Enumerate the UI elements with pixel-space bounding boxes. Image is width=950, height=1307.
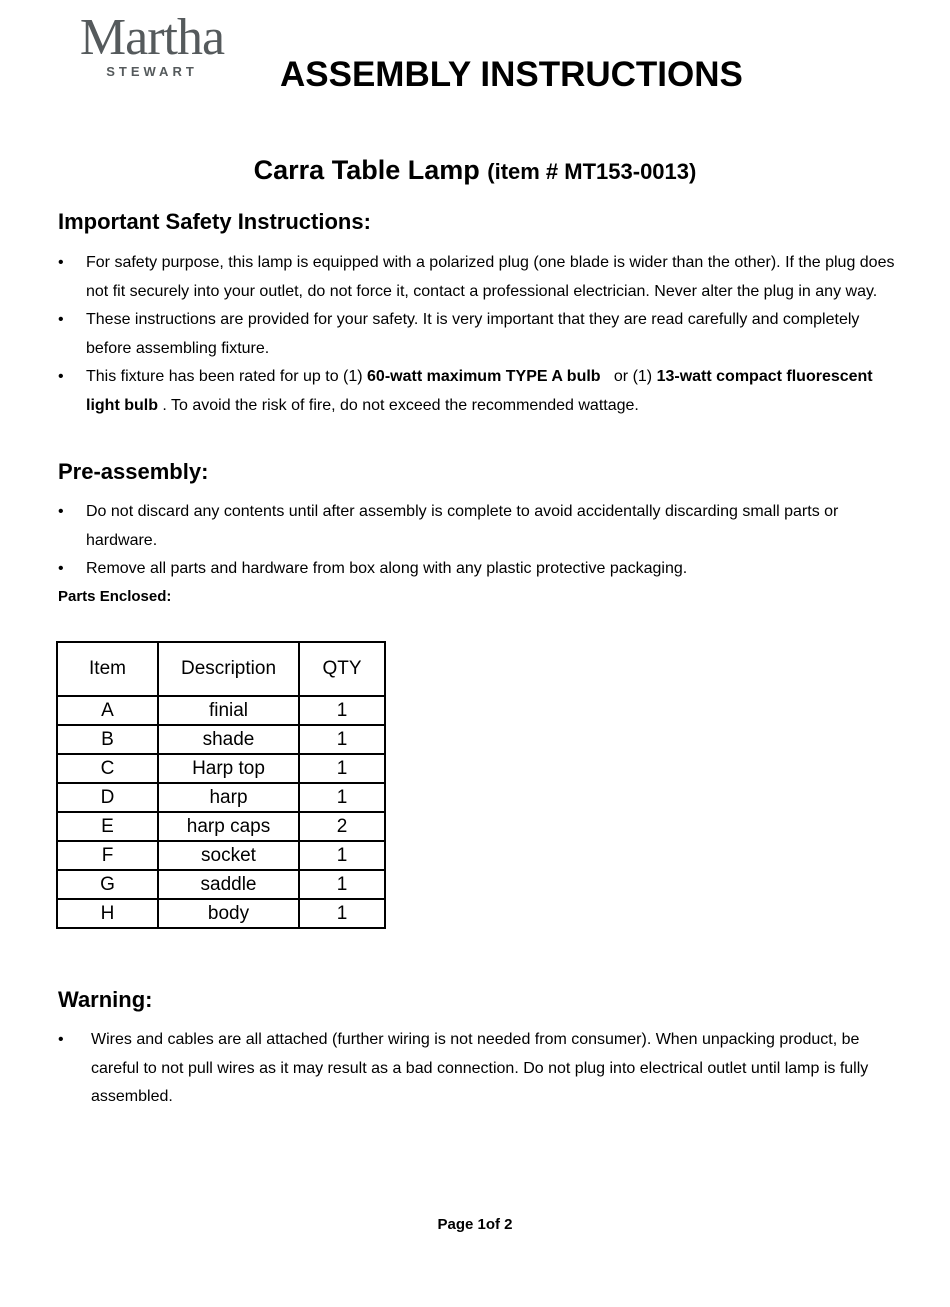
- cell-description: harp: [158, 783, 299, 812]
- bullet-icon: •: [58, 560, 64, 577]
- logo-wordmark: Martha: [79, 9, 225, 66]
- table-row: [57, 783, 385, 812]
- rating-text-mid: or (1): [600, 368, 657, 385]
- cell-qty: 1: [299, 725, 385, 754]
- product-name: Carra Table Lamp: [253, 155, 480, 185]
- table-row: [57, 696, 385, 725]
- list-item: [58, 363, 900, 420]
- cell-item: D: [57, 783, 158, 812]
- table-row: [57, 841, 385, 870]
- wattage-rating-text: [86, 368, 873, 414]
- cell-description: harp caps: [158, 812, 299, 841]
- preassembly-list: [58, 498, 900, 584]
- rating-text-pre: This fixture has been rated for up to (1): [86, 368, 368, 385]
- cell-item: G: [57, 870, 158, 899]
- bullet-icon: •: [58, 1031, 64, 1048]
- bullet-icon: •: [58, 503, 64, 520]
- list-item-text: Remove all parts and hardware from box along with any plastic protective packaging.: [86, 560, 688, 577]
- cell-item: A: [57, 696, 158, 725]
- safety-list: [58, 249, 900, 420]
- list-item: [58, 1026, 900, 1112]
- parts-table: [56, 641, 386, 929]
- cell-qty: 2: [299, 812, 385, 841]
- brand-logo: [62, 10, 242, 79]
- column-header-description: Description: [158, 642, 299, 696]
- warning-list: [58, 1026, 900, 1112]
- document-title: ASSEMBLY INSTRUCTIONS: [280, 55, 743, 94]
- list-item: [58, 249, 900, 306]
- table-row: [57, 870, 385, 899]
- cell-qty: 1: [299, 899, 385, 928]
- cell-item: C: [57, 754, 158, 783]
- product-title: [0, 155, 950, 186]
- preassembly-heading: Pre-assembly:: [58, 459, 209, 484]
- warning-heading: Warning:: [58, 987, 153, 1012]
- table-row: [57, 899, 385, 928]
- column-header-item: Item: [57, 642, 158, 696]
- cell-item: F: [57, 841, 158, 870]
- bullet-icon: •: [58, 254, 64, 271]
- cell-item: H: [57, 899, 158, 928]
- safety-heading: Important Safety Instructions:: [58, 209, 371, 234]
- table-header-row: [57, 642, 385, 696]
- column-header-qty: QTY: [299, 642, 385, 696]
- bullet-icon: •: [58, 368, 64, 385]
- cell-description: finial: [158, 696, 299, 725]
- cell-description: Harp top: [158, 754, 299, 783]
- table-row: [57, 754, 385, 783]
- list-item: [58, 555, 900, 584]
- list-item-text: For safety purpose, this lamp is equipped with a polarized plug (one blade is wider than the other). If the plug does not fit securely into your outlet, do not force it, contact a professional electrician. Never alter the plug in any way.: [86, 254, 895, 300]
- cell-description: socket: [158, 841, 299, 870]
- list-item: [58, 306, 900, 363]
- cell-qty: 1: [299, 754, 385, 783]
- bullet-icon: •: [58, 311, 64, 328]
- product-item-number: (item # MT153-0013): [487, 159, 697, 184]
- rating-bulb-a: 60-watt maximum TYPE A bulb: [367, 368, 601, 385]
- list-item: [58, 498, 900, 555]
- cell-item: E: [57, 812, 158, 841]
- page-number: Page 1of 2: [437, 1216, 513, 1233]
- cell-description: body: [158, 899, 299, 928]
- rating-text-post: . To avoid the risk of fire, do not exceed the recommended wattage.: [157, 396, 639, 414]
- rating-bulb-cfl: 13-watt compact fluorescent light bulb: [86, 368, 873, 414]
- cell-description: shade: [158, 725, 299, 754]
- logo-subtext: STEWART: [106, 64, 198, 79]
- cell-item: B: [57, 725, 158, 754]
- cell-description: saddle: [158, 870, 299, 899]
- table-row: [57, 725, 385, 754]
- list-item-text: Wires and cables are all attached (further wiring is not needed from consumer). When unpacking product, be careful to not pull wires as it may result as a bad connection. Do not plug into electrical outlet until lamp is fully assembled.: [91, 1031, 869, 1105]
- cell-qty: 1: [299, 870, 385, 899]
- list-item-text: These instructions are provided for your safety. It is very important that they are read carefully and completely before assembling fixture.: [86, 311, 860, 357]
- parts-enclosed-label: Parts Enclosed:: [58, 588, 172, 605]
- cell-qty: 1: [299, 696, 385, 725]
- cell-qty: 1: [299, 783, 385, 812]
- list-item-text: Do not discard any contents until after assembly is complete to avoid accidentally discarding small parts or hardware.: [86, 503, 839, 549]
- table-row: [57, 812, 385, 841]
- cell-qty: 1: [299, 841, 385, 870]
